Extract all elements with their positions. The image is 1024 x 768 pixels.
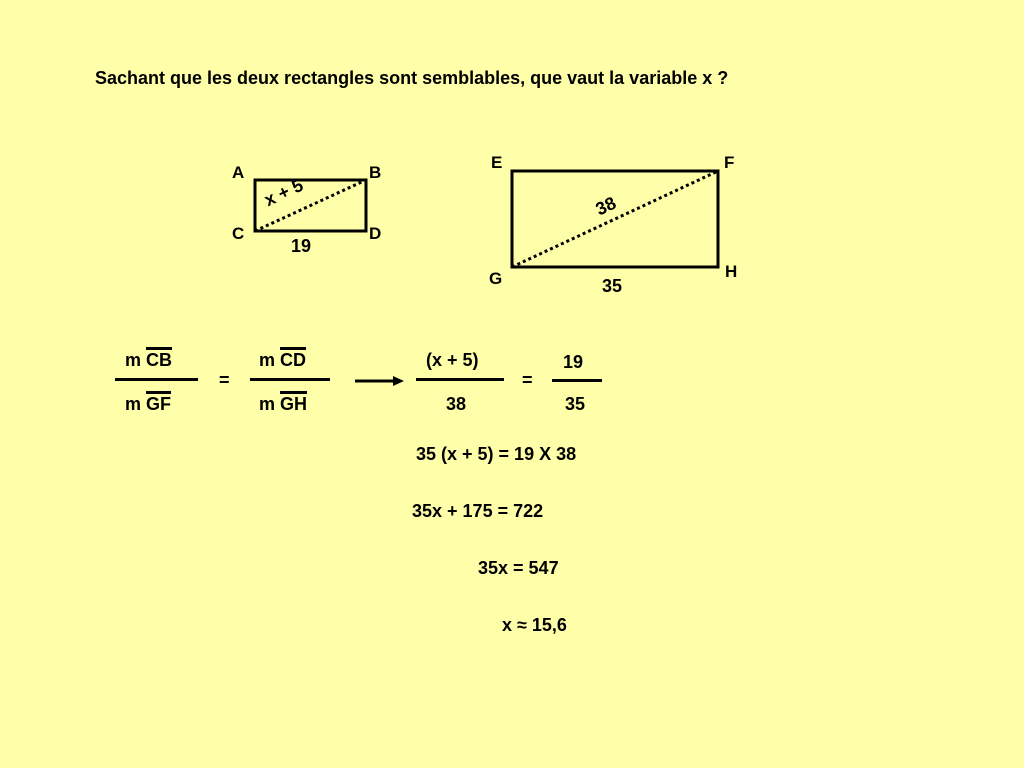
vertex-e: E (491, 153, 503, 172)
equals-sign-2: = (522, 370, 533, 390)
equals-sign-1: = (219, 370, 230, 390)
large-diagonal (512, 171, 718, 267)
fraction4-denominator: 35 (565, 394, 586, 414)
fraction2-bar (250, 378, 330, 381)
large-bottom-label: 35 (602, 276, 623, 296)
segment-cd: $\overline{CD}$ (280, 350, 307, 370)
measure-m: m (259, 394, 276, 414)
vertex-d: D (369, 224, 382, 243)
small-bottom-label: 19 (291, 236, 312, 256)
segment-gf: $\overline{GF}$ (146, 394, 172, 414)
fraction1-denominator (125, 394, 171, 415)
step-3: 35x = 547 (478, 558, 559, 578)
large-diagonal-label: 38 (592, 192, 620, 220)
fraction1-numerator (125, 350, 172, 371)
fraction4-bar (552, 379, 602, 382)
fraction3-denominator: 38 (446, 394, 467, 414)
question-text: Sachant que les deux rectangles sont semblables, que vaut la variable x ? (95, 68, 729, 88)
fraction2-denominator (259, 394, 307, 415)
step-1: 35 (x + 5) = 19 X 38 (416, 444, 577, 464)
segment-gh: $\overline{GH}$ (280, 394, 308, 414)
measure-m: m (125, 394, 142, 414)
vertex-h: H (725, 262, 738, 281)
step-2: 35x + 175 = 722 (412, 501, 544, 521)
fraction3-numerator: (x + 5) (426, 350, 479, 370)
small-diagonal-label: x + 5 (261, 174, 307, 211)
fraction2-numerator (259, 350, 306, 371)
segment-cb: $\overline{CB}$ (146, 350, 173, 370)
vertex-c: C (232, 224, 245, 243)
fraction4-numerator: 19 (563, 352, 584, 372)
step-4: x ≈ 15,6 (502, 615, 567, 635)
vertex-f: F (724, 153, 735, 172)
measure-m: m (259, 350, 276, 370)
vertex-b: B (369, 163, 382, 182)
implies-arrow-head (393, 376, 404, 386)
fraction3-bar (416, 378, 504, 381)
measure-m: m (125, 350, 142, 370)
fraction1-bar (115, 378, 198, 381)
vertex-g: G (489, 269, 503, 288)
vertex-a: A (232, 163, 245, 182)
